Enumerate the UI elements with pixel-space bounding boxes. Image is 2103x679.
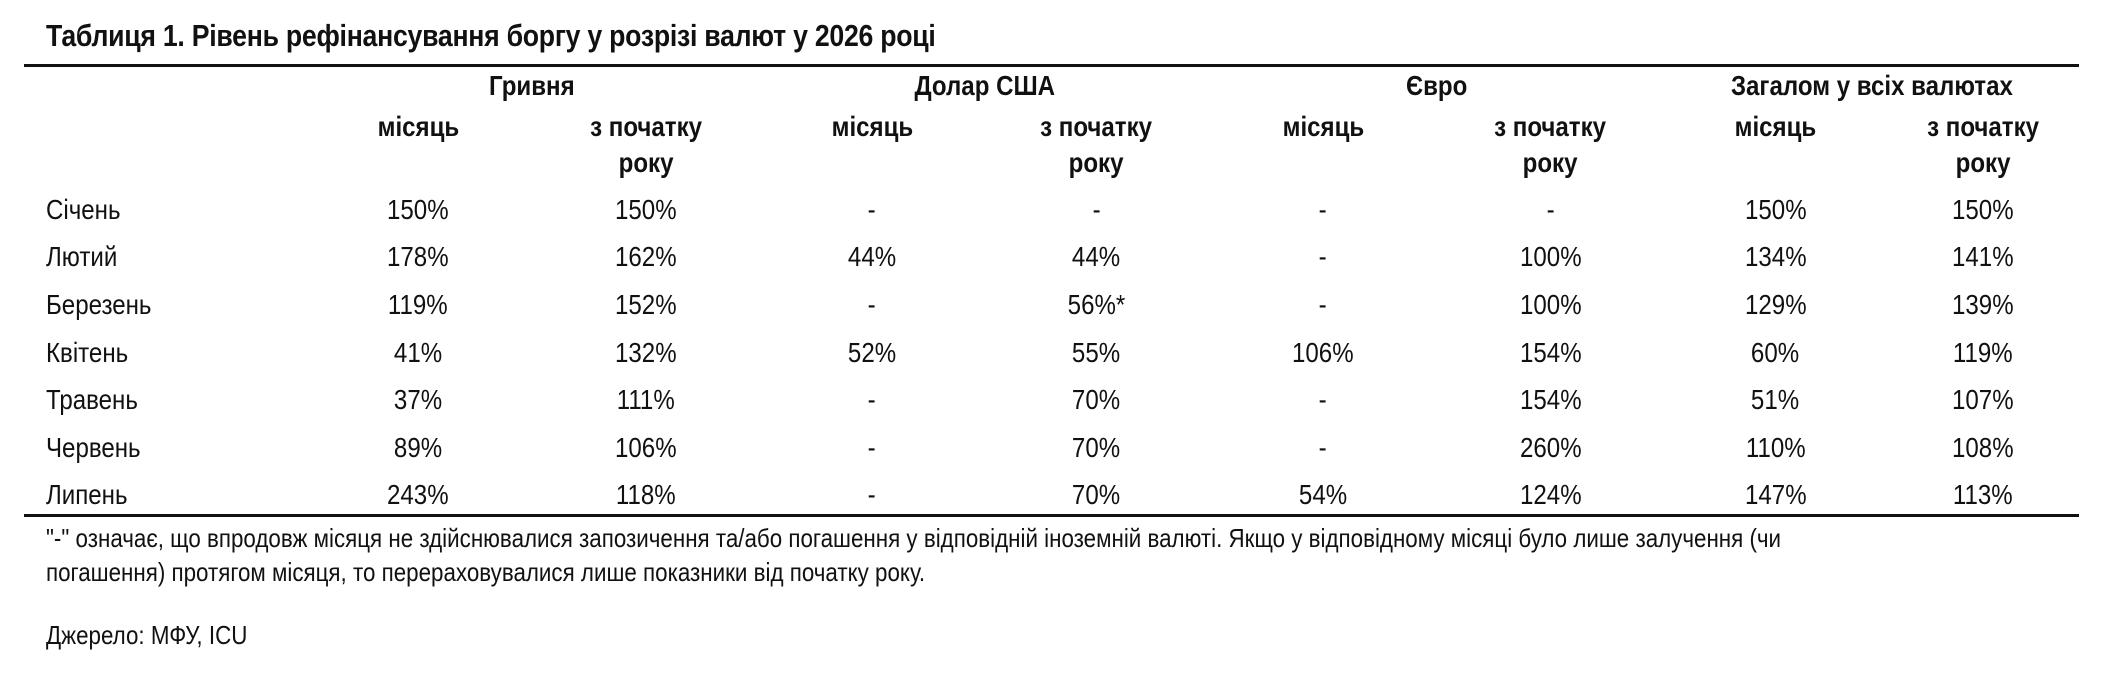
table-cell: - [1546,193,1555,225]
table-row [24,472,2079,520]
table-cell: 44% [847,241,897,273]
table-cell: - [867,193,877,225]
row-month-label: Квітень [46,336,129,368]
table-cell: 52% [847,336,897,368]
subheader-month: місяць [831,111,913,142]
table-cell: 150% [387,193,449,225]
corner-cell-2 [24,106,304,186]
table-cell: - [1092,193,1101,225]
row-month-label: Лютий [46,241,118,273]
table-cell: 44% [1072,241,1121,273]
table-cell: 54% [1298,479,1348,511]
footnote: "-" означає, що впродовж місяця не здійснювалися запозичення та/або погашення у відповідній іноземній валюті. Якщо у відповідному місяці було лише залучення (чи погашення) протягом місяця, то перераховувалися лише показники від початку року. [46,523,1782,587]
group-header-usd: Долар США [914,70,1055,101]
row-month-label: Травень [46,384,138,416]
table-cell: - [1318,241,1328,273]
table-cell: 154% [1519,336,1582,368]
table-cell: - [867,288,877,320]
table-body [24,186,2079,519]
table-cell: 154% [1519,384,1582,416]
table-cell: 37% [393,384,443,416]
subheader-month: місяць [1282,111,1364,142]
table-cell: 150% [1744,193,1807,225]
table-cell: 100% [1519,241,1582,273]
table-row [24,234,2079,282]
table-cell: - [1318,431,1328,463]
table-cell: 41% [393,336,443,368]
table-cell: 150% [615,193,677,225]
sub-header-row [24,106,2079,186]
table-cell: 110% [1745,431,1806,463]
table-cell: 70% [1072,384,1121,416]
subheader-ytd: з початку року [1040,111,1153,178]
table-row [24,281,2079,329]
table-cell: 60% [1751,336,1800,368]
table-cell: 152% [615,288,677,320]
table-cell: 106% [1292,336,1354,368]
subheader-ytd: з початку року [1494,111,1607,178]
table-cell: - [867,479,877,511]
table-cell: 162% [615,241,677,273]
table-cell: 70% [1072,431,1121,463]
table-cell: 119% [388,288,448,320]
table-cell: 178% [387,241,449,273]
table-cell: 107% [1952,384,2014,416]
table-cell: 100% [1519,288,1582,320]
group-header-row [24,66,2079,106]
subheader-ytd: з початку року [590,111,702,178]
table-cell: 106% [615,431,677,463]
table-cell: - [1318,288,1328,320]
group-header-eur: Євро [1405,70,1468,101]
table-cell: 129% [1744,288,1807,320]
refinancing-table [24,66,2079,519]
bottom-rule [24,514,2079,517]
table-cell: 118% [616,479,676,511]
table-cell: - [1318,384,1328,416]
subheader-month: місяць [1734,111,1817,142]
corner-cell [24,66,304,106]
table-cell: 108% [1952,431,2014,463]
table-cell: 55% [1072,336,1121,368]
group-header-total: Загалом у всіх валютах [1730,70,2013,101]
table-cell: - [1318,193,1328,225]
table-cell: 51% [1751,384,1800,416]
table-row [24,424,2079,472]
table-cell: 70% [1072,479,1121,511]
row-month-label: Червень [46,431,141,463]
table-cell: 134% [1744,241,1807,273]
table-cell: 139% [1952,288,2014,320]
table-row [24,186,2079,234]
table-cell: 147% [1744,479,1807,511]
table-cell: 89% [393,431,443,463]
source-line: Джерело: МФУ, ICU [46,620,248,650]
table-cell: 124% [1519,479,1582,511]
table-cell: 132% [615,336,677,368]
table-cell: 150% [1952,193,2014,225]
table-cell: 113% [1953,479,2013,511]
table-cell: 56%* [1067,288,1126,320]
row-month-label: Січень [46,193,121,225]
table-cell: 111% [616,384,676,416]
table-cell: 141% [1952,241,2014,273]
table-cell: 243% [387,479,449,511]
row-month-label: Липень [46,479,128,511]
table-cell: - [867,431,877,463]
table-cell: 119% [1953,336,2013,368]
table-row [24,376,2079,424]
group-header-uah: Гривня [489,70,575,101]
row-month-label: Березень [46,288,152,320]
table-cell: 260% [1519,431,1582,463]
subheader-ytd: з початку року [1927,111,2039,178]
table-title: Таблиця 1. Рівень рефінансування боргу у розрізі валют у 2026 році [46,18,936,53]
table-cell: - [867,384,877,416]
table-row [24,329,2079,377]
subheader-month: місяць [377,111,459,142]
